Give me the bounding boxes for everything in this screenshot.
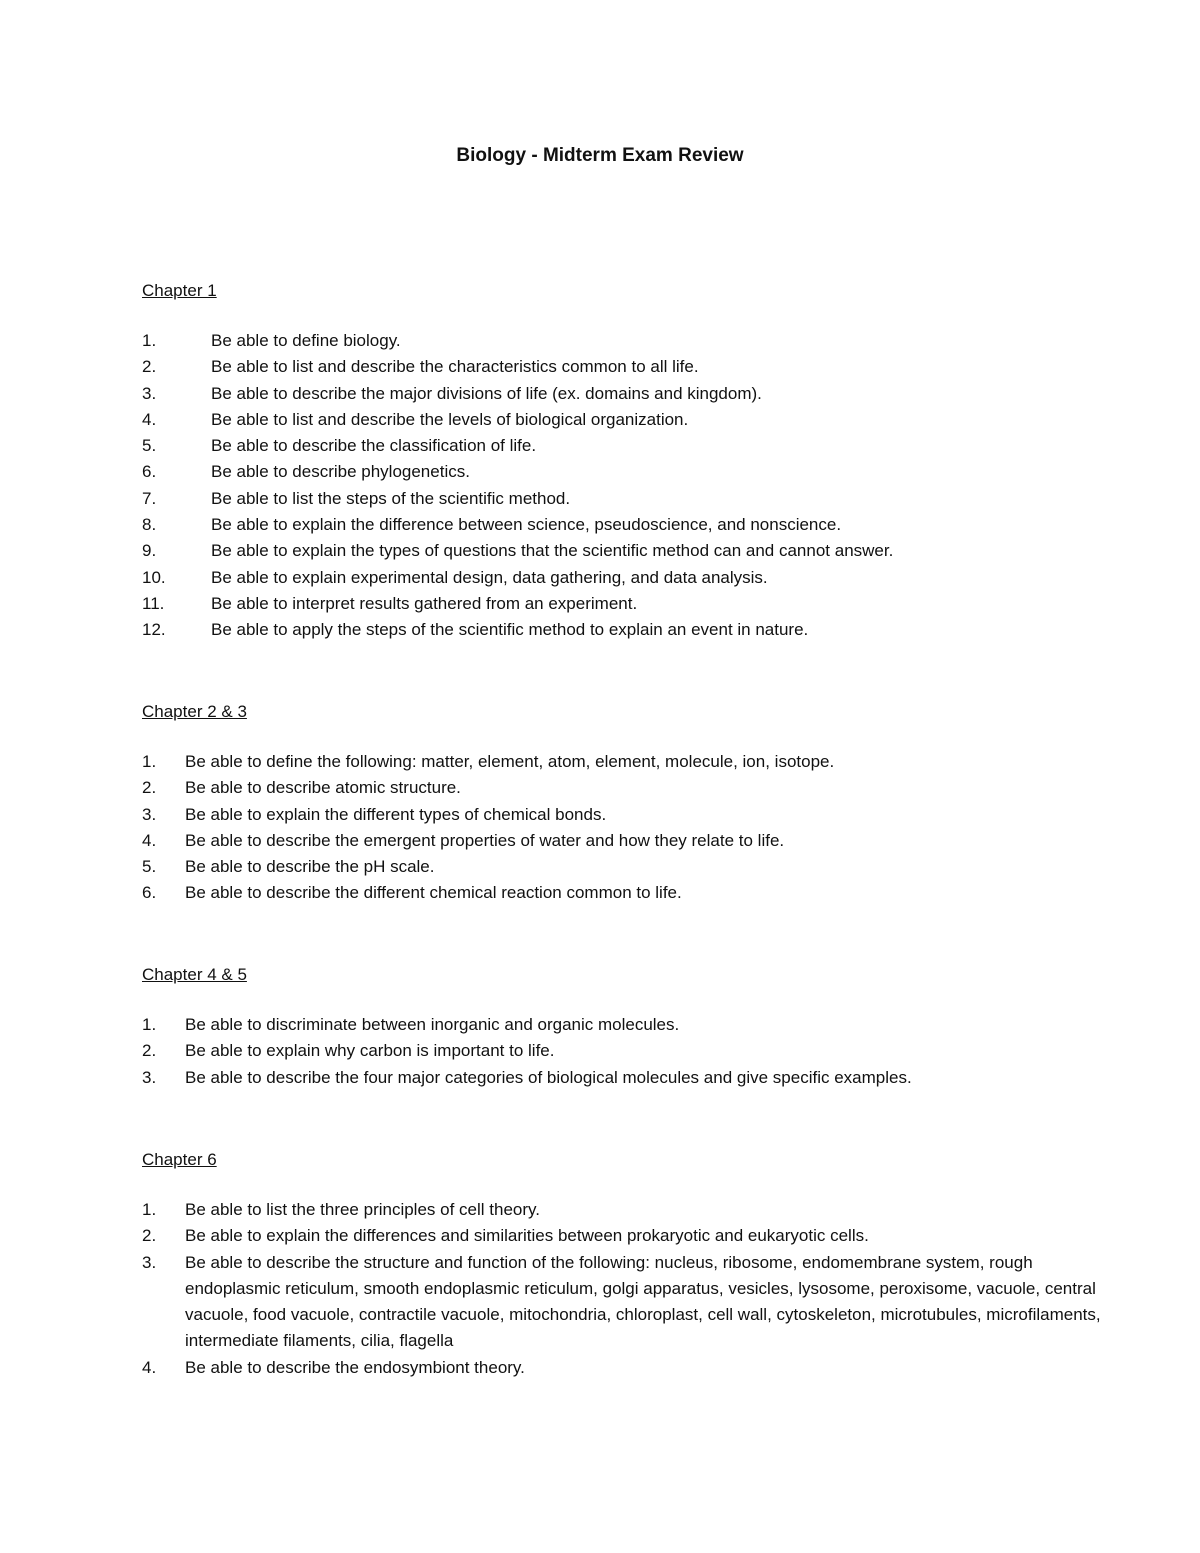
chapter-heading: Chapter 6 <box>142 1150 217 1169</box>
objective-list <box>142 1197 1102 1381</box>
list-item <box>142 486 1102 512</box>
item-text: Be able to describe the four major categories of biological molecules and give specific examples. <box>185 1067 912 1087</box>
item-number: 3. <box>142 1252 157 1272</box>
item-text: Be able to explain the differences and similarities between prokaryotic and eukaryotic cells. <box>185 1226 869 1246</box>
list-item <box>142 538 1102 564</box>
item-text: Be able to describe the different chemical reaction common to life. <box>185 883 682 903</box>
item-text: Be able to explain the difference between science, pseudoscience, and nonscience. <box>211 515 842 535</box>
item-text: Be able to explain why carbon is important to life. <box>185 1041 555 1061</box>
list-item <box>142 354 1102 380</box>
item-number: 6. <box>142 462 157 482</box>
section-chapter-6 <box>142 1149 1102 1381</box>
item-text: Be able to describe the structure and function of the following: nucleus, ribosome, endomembrane system, rough endoplasmic reticulum, smooth endoplasmic reticulum, golgi apparatus, vesicles, lysosome, peroxisome, vacuole, central vacuole, food vacuole, contractile vacuole, mitochondria, chloroplast, cell wall, cytoskeleton, microtubules, microfilaments, intermediate filaments, cilia, flagella <box>185 1252 1101 1351</box>
list-item <box>142 407 1102 433</box>
list-item <box>142 775 1102 801</box>
item-number: 1. <box>142 1015 157 1034</box>
section-chapter-2-3 <box>142 701 1102 907</box>
item-text: Be able to describe the major divisions of life (ex. domains and kingdom). <box>211 383 762 403</box>
item-number: 3. <box>142 804 157 824</box>
list-item <box>142 565 1102 591</box>
list-item <box>142 433 1102 459</box>
list-item <box>142 828 1102 854</box>
item-text: Be able to list the three principles of cell theory. <box>185 1200 540 1219</box>
list-item <box>142 1197 1102 1223</box>
item-text: Be able to list the steps of the scientific method. <box>211 488 571 508</box>
item-number: 10. <box>142 567 166 587</box>
list-item <box>142 1012 1102 1038</box>
objective-list <box>142 749 1102 907</box>
item-number: 6. <box>142 883 157 903</box>
list-item <box>142 512 1102 538</box>
item-text: Be able to explain the different types of chemical bonds. <box>185 804 607 824</box>
item-text: Be able to define biology. <box>211 331 401 350</box>
list-item <box>142 854 1102 880</box>
item-number: 11. <box>142 593 165 613</box>
chapter-heading: Chapter 4 & 5 <box>142 965 247 984</box>
chapter-heading: Chapter 2 & 3 <box>142 702 247 721</box>
list-item <box>142 1250 1102 1355</box>
item-number: 8. <box>142 515 157 535</box>
item-number: 4. <box>142 1357 157 1377</box>
item-number: 3. <box>142 383 157 403</box>
item-number: 2. <box>142 1041 157 1061</box>
item-text: Be able to discriminate between inorganic and organic molecules. <box>185 1015 680 1034</box>
item-text: Be able to interpret results gathered from an experiment. <box>211 593 638 613</box>
list-item <box>142 749 1102 775</box>
item-text: Be able to describe phylogenetics. <box>211 462 470 482</box>
item-number: 4. <box>142 830 157 850</box>
item-number: 2. <box>142 1226 157 1246</box>
item-number: 12. <box>142 620 166 640</box>
item-text: Be able to define the following: matter, element, atom, element, molecule, ion, isotope. <box>185 752 835 771</box>
document-title: Biology - Midterm Exam Review <box>456 145 744 166</box>
item-text: Be able to list and describe the characteristics common to all life. <box>211 357 699 377</box>
list-item <box>142 617 1102 643</box>
item-number: 7. <box>142 488 157 508</box>
item-number: 4. <box>142 409 157 429</box>
list-item <box>142 591 1102 617</box>
item-text: Be able to explain experimental design, data gathering, and data analysis. <box>211 567 768 587</box>
item-number: 2. <box>142 357 157 377</box>
item-number: 1. <box>142 1200 157 1219</box>
item-text: Be able to explain the types of questions that the scientific method can and cannot answer. <box>211 541 894 561</box>
item-text: Be able to describe the endosymbiont theory. <box>185 1357 525 1377</box>
item-number: 1. <box>142 331 157 350</box>
list-item <box>142 1223 1102 1249</box>
list-item <box>142 1038 1102 1064</box>
list-item <box>142 328 1102 354</box>
objective-list <box>142 1012 1102 1091</box>
chapter-heading: Chapter 1 <box>142 281 217 300</box>
item-number: 5. <box>142 857 157 877</box>
item-text: Be able to apply the steps of the scientific method to explain an event in nature. <box>211 620 809 640</box>
item-text: Be able to describe the classification of life. <box>211 436 537 456</box>
item-number: 1. <box>142 752 157 771</box>
list-item <box>142 880 1102 906</box>
objective-list <box>142 328 1102 644</box>
list-item <box>142 1355 1102 1381</box>
list-item <box>142 381 1102 407</box>
item-number: 9. <box>142 541 157 561</box>
section-chapter-4-5 <box>142 964 1102 1091</box>
list-item <box>142 459 1102 485</box>
section-chapter-1 <box>142 280 1102 644</box>
list-item <box>142 802 1102 828</box>
item-number: 2. <box>142 778 157 798</box>
item-text: Be able to describe atomic structure. <box>185 778 461 798</box>
item-text: Be able to describe the emergent properties of water and how they relate to life. <box>185 830 785 850</box>
item-number: 3. <box>142 1067 157 1087</box>
list-item <box>142 1065 1102 1091</box>
item-text: Be able to list and describe the levels of biological organization. <box>211 409 689 429</box>
item-number: 5. <box>142 436 157 456</box>
item-text: Be able to describe the pH scale. <box>185 857 435 877</box>
